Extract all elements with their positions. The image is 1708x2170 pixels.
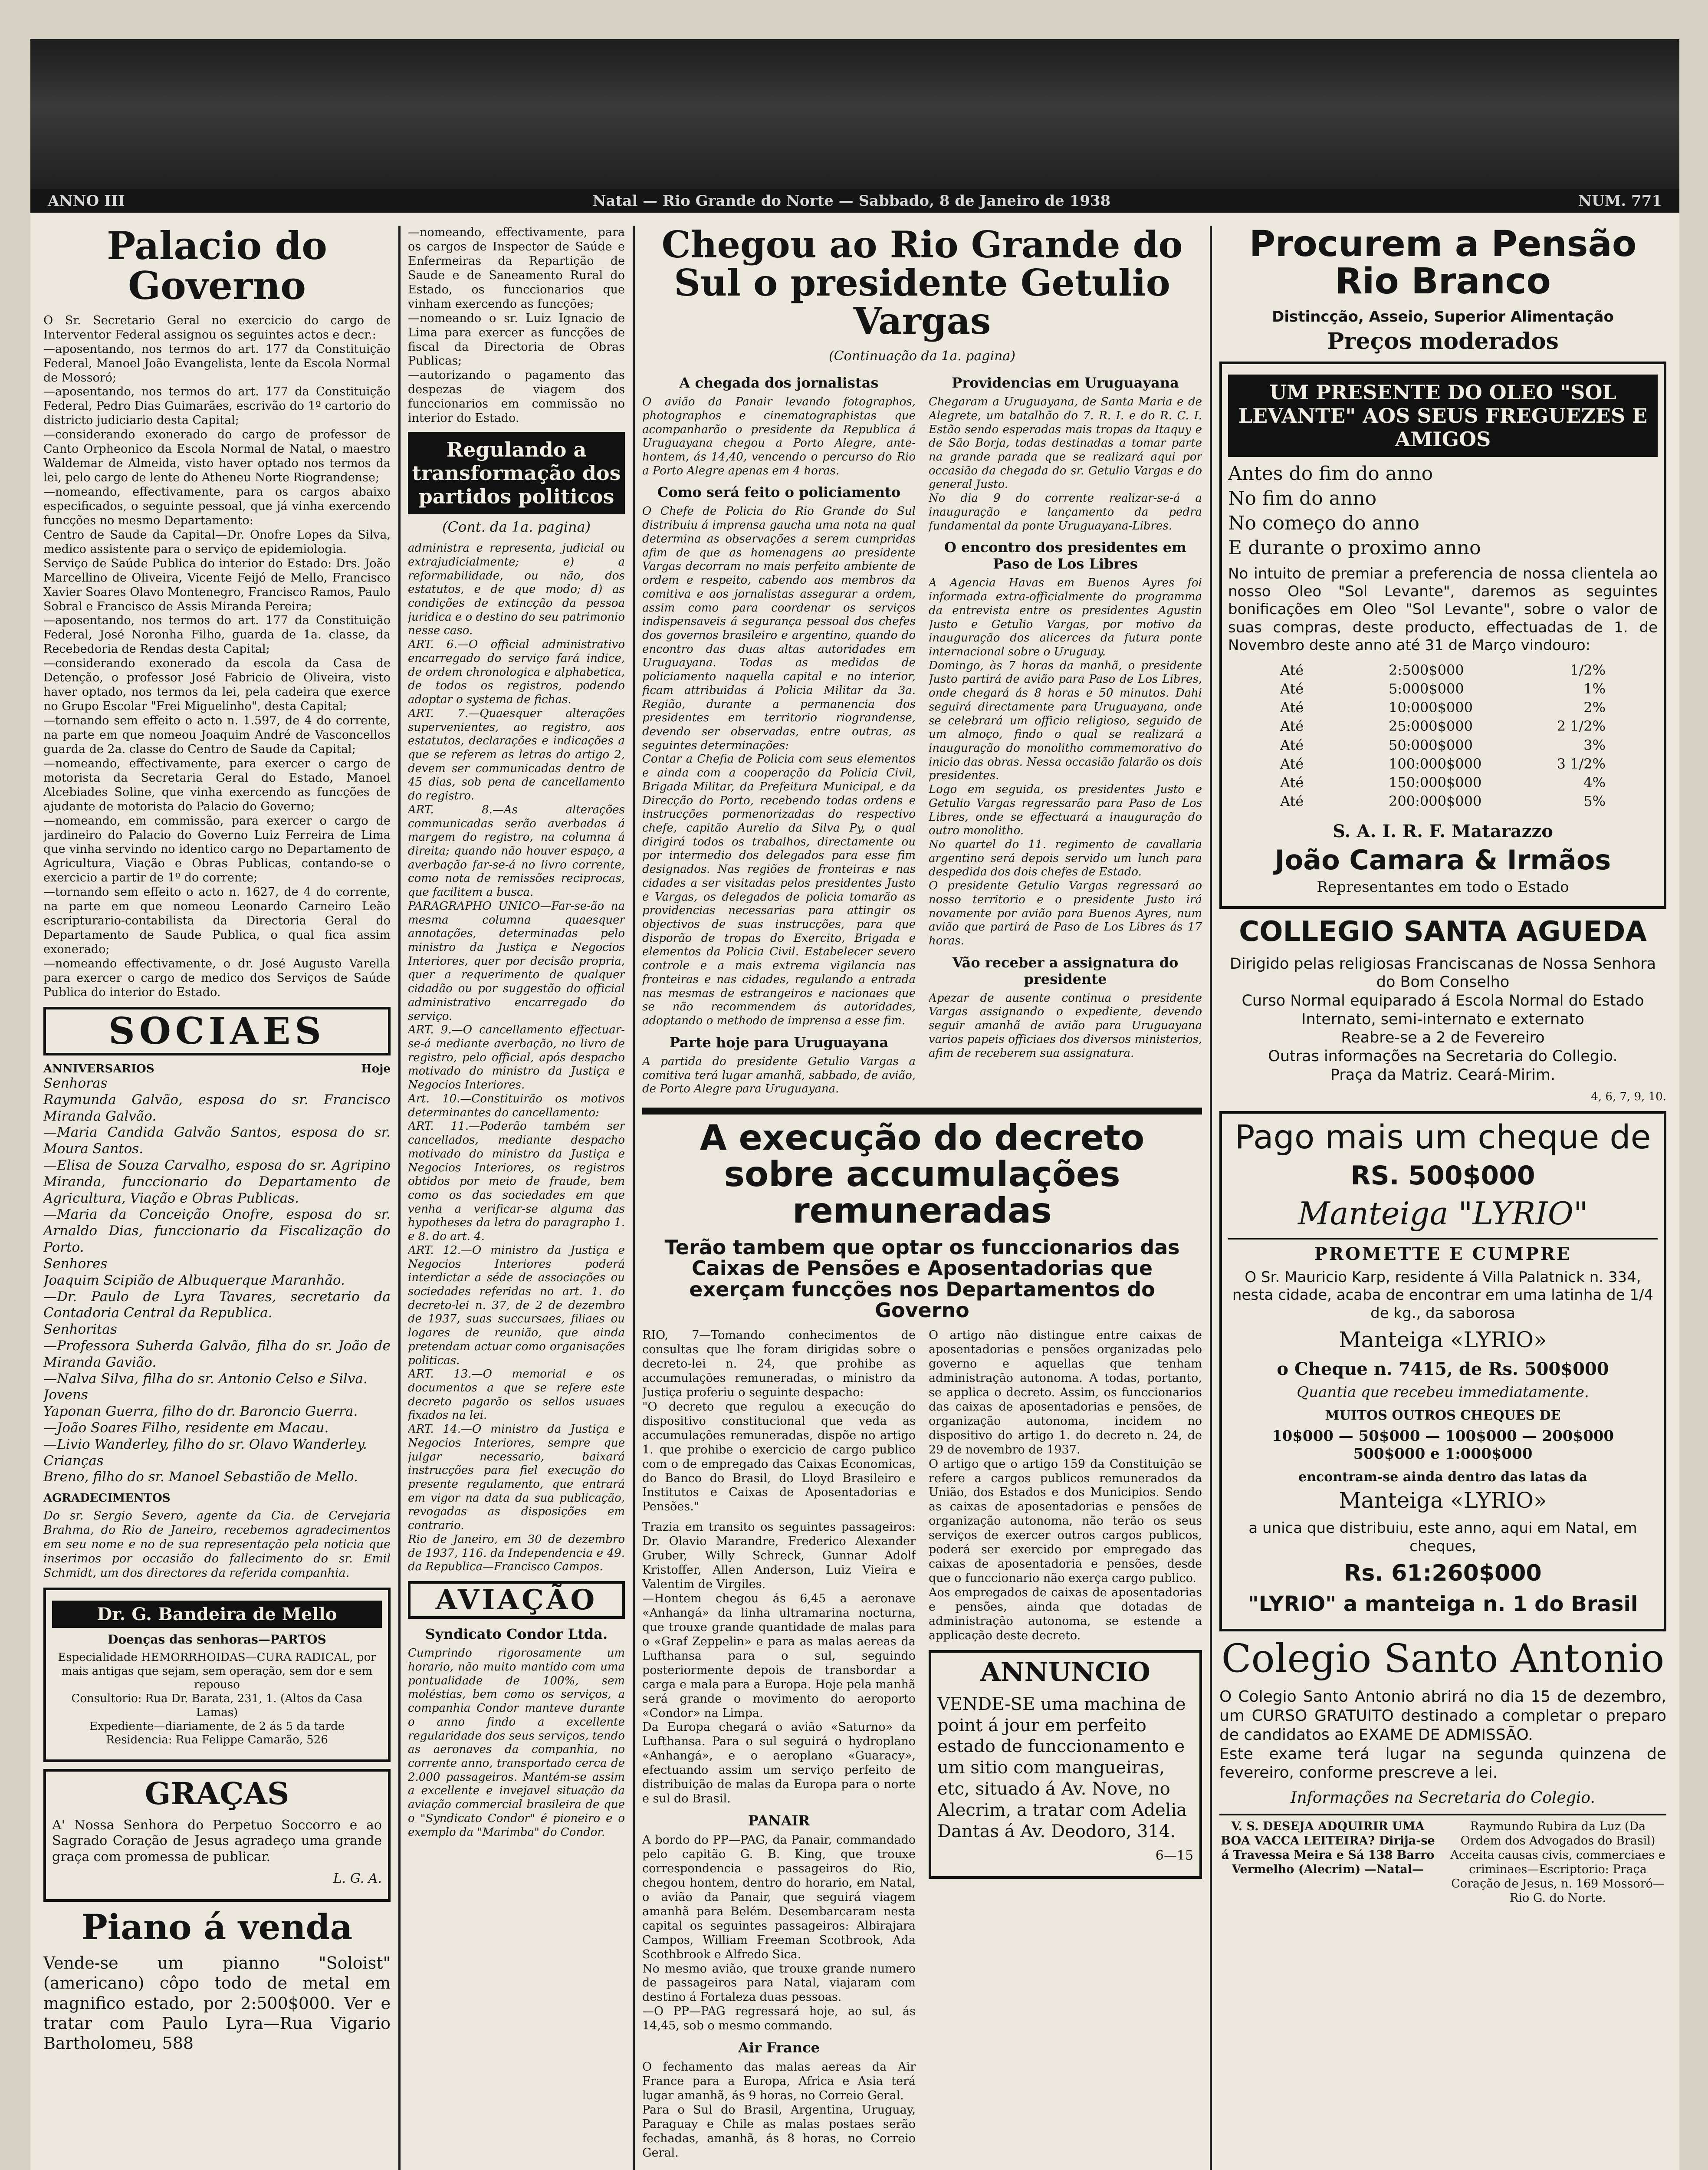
annuncio-date: 6—15: [1155, 1848, 1193, 1864]
getulio-t1: O avião da Panair levando fotographos, photographos e cinematographistas que acompanharão o presidente da Republica á Uruguayana chegou a Porto Alegre, ante-hontem, ás 14,40, vencendo o percurso do Rio a Porto Alegre apenas em 4 horas.: [642, 395, 916, 477]
oleo-title: UM PRESENTE DO OLEO "SOL LEVANTE" AOS SEUS FREGUEZES E AMIGOS: [1228, 375, 1658, 457]
decreto-subtitle: Terão tambem que optar os funccionarios das Caixas de Pensões e Aposentadorias que exerçam funcções nos Departamentos do Governo: [664, 1235, 1180, 1322]
regulando-cont: (Cont. da 1a. pagina): [442, 519, 591, 536]
oleo-row: Até 150:000$000 4%: [1280, 774, 1606, 791]
column-2: [408, 226, 625, 2170]
lyrio-t3: Quantia que recebeu immediatamente.: [1297, 1384, 1589, 1401]
lyrio-total: Rs. 61:260$000: [1344, 1560, 1542, 1587]
oleo-row: Até 5:000$000 1%: [1280, 681, 1606, 697]
oleo-line-1: Antes do fim do anno: [1228, 462, 1433, 485]
regulando-text: administra e representa, judicial ou extrajudicialmente; e) a reformabilidade, ou não, dos estatutos, e de que modo; d) as condições de extincção da pessoa juridica e o destino do seu patrimonio nesse caso. ART. 6.—O official administrativo encarregado do serviço fará indice, de ordem chronologica e alphabetica, de todos os registros, podendo adoptar o systema de fichas. ART. 7.—Quaesquer alterações supervenientes, ao registro, aos estatutos, declarações e indicações a que se referem as letras do artigo 2, devem ser communicadas dentro de 45 dias, sob pena de cancellamento do registro. ART. 8.—As alterações communicadas serão averbadas á margem do registro, na columna á direita; quando não houver espaço, a averbação far-se-á no livro corrente, como nota de remissões reciprocas, que facilitem a busca. PARAGRAPHO UNICO—Far-se-ão na mesma columna quaesquer annotações, determinadas pelo ministro da Justiça e Negocios Interiores, quer por decisão propria, quer a requerimento de qualquer cidadão ou por suggestão do official administrativo encarregado do serviço. ART. 9.—O cancellamento effectuar-se-á mediante averbação, no livro de registro, pelo official, após despacho motivado do ministro da Justiça e Negocios Interiores. Art. 10.—Constituirão os motivos determinantes do cancellamento: ART. 11.—Poderão também ser cancellados, mediante despacho motivado do ministro da Justiça e Negocios Interiores, os registros obtidos por meio de fraude, bem como os das sociedades em que venha a verificar-se alguma das hypotheses da letra do paragrapho 1. e 8. do art. 4. ART. 12.—O ministro da Justiça e Negocios Interiores poderá interdictar a séde de associações ou sociedades referidas no art. 1. do decreto-lei n. 37, de 2 de dezembro de 1937, suas succursaes, filiaes ou logares de reunião, que ainda pretendam actuar como organisações politicas. ART. 13.—O memorial e os documentos a que se refere este decreto pagarão os sellos usuaes fixados na lei. ART. 14.—O ministro da Justiça e Negocios Interiores, sempre que julgar necessario, baixará instrucções para fiel execução do presente regulamento, que entrará em vigor na data da sua publicação, revogadas as disposições em contrario. Rio de Janeiro, em 30 de dezembro de 1937, 116. da Independencia e 49. da Republica—Francisco Campos.: [408, 542, 625, 1574]
airfrance-text: O fechamento das malas aereas da Air France para a Europa, Africa e Asia terá lugar amanhã, ás 9 horas, no Correio Geral. Para o Sul do Brasil, Argentina, Uruguay, Paraguay e Chile as malas postaes serão fechadas, amanhã, ás 8 horas, no Correio Geral.: [642, 2060, 916, 2160]
palacio-title: Palacio do Governo: [107, 226, 327, 309]
oleo-row: Até 50:000$000 3%: [1280, 736, 1606, 753]
oleo-row: Até 2:500$000 1/2%: [1280, 661, 1606, 678]
pensao-title: Procurem a Pensão Rio Branco: [1249, 226, 1637, 302]
lyrio-found: encontram-se ainda dentro das latas da: [1298, 1469, 1587, 1485]
getulio-t4: Chegaram a Uruguayana, de Santa Maria e de Alegrete, um batalhão do 7. R. I. e do R. C. I. Estão sendo esperadas mais tropas da Itaquy e de São Borja, todas destinadas a tomar parte na grande parada que se realizará aqui por occasião da chegada do sr. Getulio Vargas e do general Justo. No dia 9 do corrente realizar-se-á a inauguração e lançamento da pedra fundamental da ponte Uruguayana-Libres.: [929, 395, 1202, 533]
decreto-left: [642, 1328, 916, 2167]
sociaes-header-row: [43, 1062, 391, 1075]
oleo-table: [1228, 661, 1658, 811]
agradecimentos-text: Do sr. Sergio Severo, agente da Cia. de Cervejaria Brahma, do Rio de Janeiro, recebemos agradecimentos em seu nome e no de sua representação pela noticia que inserimos por occasião do fallecimento do sr. Emil Schmidt, um dos directores da referida companhia.: [43, 1509, 391, 1580]
decreto-columns: [642, 1328, 1202, 2167]
annuncio-title: ANNUNCIO: [980, 1657, 1150, 1687]
doctor-text: Especialidade HEMORRHOIDAS—CURA RADICAL, por mais antigas que sejam, sem operação, sem dor e sem repouso Consultorio: Rua Dr. Barata, 231, 1. (Altos da Casa Lamas) Expediente—diariamente, de 2 ás 5 da tarde Residencia: Rua Felippe Camarão, 526: [58, 1651, 376, 1747]
decreto-right-text: O artigo não distingue entre caixas de aposentadorias e pensões organizadas pelo governo e aquellas que tenham administração autonoma. A todas, portanto, se applica o decreto. Assim, os funccionarios das caixas de aposentadorias e pensões, de organização autonoma, incidem no dispositivo do artigo 1. do decreto n. 24, de 29 de novembro de 1937. O artigo que o artigo 159 da Constituição se refere a cargos publicos remunerados da União, dos Estados e dos Municipios. Sendo as caixas de aposentadorias e pensões de organização autonoma, não terão os seus serviços de exercer outros cargos publicos, poderá ser exercido por empregado das caixas de aposentadoria e pensões, desde que o funccionario não exerça cargo publico. Aos empregados de caixas de aposentadorias e pensões, ainda que dotadas de administração autonoma, se estende a applicação deste decreto.: [929, 1328, 1202, 1642]
lyrio-slogan: "LYRIO" a manteiga n. 1 do Brasil: [1248, 1591, 1638, 1616]
aviacao-syndicate: Syndicato Condor Ltda.: [425, 1626, 608, 1643]
lyrio-brand2: Manteiga «LYRIO»: [1339, 1327, 1547, 1352]
oleo-row: Até 10:000$000 2%: [1280, 699, 1606, 716]
getulio-t5: A Agencia Havas em Buenos Ayres foi informada extra-officialmente do programma da entrevista entre os presidentes Agustin Justo e Getulio Vargas, por motivo da inauguração dos alicerces da futura ponte internacional sobre o Uruguay. Domingo, às 7 horas da manhã, o presidente Justo partirá de avião para Paso de Los Libres, onde chegará ás 8 horas e 50 minutos. Dahi seguirá directamente para Uruguayana, onde se celebrará um officio religioso, seguido de um almoço, findo o qual se realizará a inauguração do monolitho commemorativo do inicio das obras. Nessa occasião falarão os dois presidentes. Logo em seguida, os presidentes Justo e Getulio Vargas regressarão para Paso de Los Libres, onde se effectuará a inauguração do outro monolitho. No quartel do 11. regimento de cavallaria argentino será depois servido um lunch para despedida dos dois chefes de Estado. O presidente Getulio Vargas regressará ao nosso territorio e o presidente Justo irá novamente por avião para Buenos Ayres, num avião que partirá de Paso de Los Libres ás 17 horas.: [929, 576, 1202, 948]
oleo-row: Até 25:000$000 2 1/2%: [1280, 718, 1606, 735]
annuncio-box: [929, 1650, 1202, 1879]
agueda-title: COLLEGIO SANTA AGUEDA: [1239, 916, 1647, 948]
gracas-box: [43, 1769, 391, 1902]
column-rule: [633, 226, 635, 2170]
aviation-mid-text: Trazia em transito os seguintes passageiros: Dr. Olavio Marandre, Frederico Alexander Gruber, Willy Schreck, Gunnar Adolf Kristoffer, Allen Anderson, Luiz Vieira e Valentim de Virgiles. —Hontem chegou ás 6,45 a aeronave «Anhangá» da linha ultramarina nocturna, que trouxe grande quantidade de malas para o «Graf Zeppelin» e para as malas aereas da Lufthansa para o sul, seguindo posteriormente depois de transbordar a carga e mala para a Europa. Hoje pela manhã será grande o movimento do aeroporto «Condor» na Limpa. Da Europa chegará o avião «Saturno» da Lufthansa. Para o sul seguirá o hydroplano «Anhangá», e o aeroplano «Guaracy», efectuando assim um serviço perfeito de distribuição de malas da Europa para o norte e sul do Brasil.: [642, 1520, 916, 1806]
aviacao-text: Cumprindo rigorosamente um horario, não muito mantido com uma pontualidade de 100%, sem moléstias, bem como os serviços, a companhia Condor manteve durante o anno findo a excellente regularidade dos seus serviços, tendo as aeronaves da companhia, no corrente anno, transportado cerca de 2.000 passageiros. Mantém-se assim a excellente e invejavel situação da aviação commercial brasileira de que o "Syndicato Condor" é pioneiro e o exemplo da "Marimba" do Condor.: [408, 1647, 625, 1839]
getulio-h2: Como será feito o policiamento: [657, 484, 901, 501]
oleo-rep: Representantes em todo o Estado: [1317, 878, 1569, 896]
column-rule: [398, 226, 401, 2170]
gracas-sign: L. G. A.: [333, 1871, 382, 1887]
doctor-specialty: Doenças das senhoras—PARTOS: [108, 1632, 326, 1647]
column-rule: [1210, 226, 1212, 2170]
getulio-h6: Vão receber a assignatura do presidente: [952, 954, 1179, 987]
palacio-text: O Sr. Secretario Geral no exercicio do cargo de Interventor Federal assignou os seguintes actos e decr.: —aposentando, nos termos do art. 177 da Constituição Federal, Manoel João Evangelista, lente da Escola Normal de Mossoró; —aposentando, nos termos do art. 177 da Constituição Federal, Pedro Dias Guimarães, escrivão do 1º cartorio do districto judiciario desta Capital; —considerando exonerado do cargo de professor de Canto Orpheonico da Escola Normal de Natal, o maestro Waldemar de Almeida, visto haver optado nos termos da lei, pelo cargo de lente do Atheneu Norte Riograndense; —nomeando, effectivamente, para os cargos abaixo especificados, o seguinte pessoal, que já vinha exercendo funcções no mesmo Departamento: Centro de Saude da Capital—Dr. Onofre Lopes da Silva, medico assistente para o serviço de epidemiologia. Serviço de Saúde Publica do interior do Estado: Drs. João Marcellino de Oliveira, Vicente Feijó de Mello, Francisco Xavier Soares Olavo Montenegro, Francisco Ramos, Paulo Sobral e Francisco de Assis Miranda Pereira; —aposentando, nos termos do art. 177 da Constituição Federal, José Noronha Filho, guarda de 1a. classe, da Recebedoria de Rendas desta Capital; —considerando exonerado da escola da Casa de Detenção, o professor José Fabricio de Oliveira, visto haver optado, nos termos da lei, pela cadeira que exerce no Grupo Escolar "Frei Miguelinho", desta Capital; —tornando sem effeito o acto n. 1.597, de 4 do corrente, na parte em que nomeou Joaquim André de Vasconcellos guarda de 2a. classe do Centro de Saude da Capital; —nomeando, effectivamente, para exercer o cargo de motorista da Secretaria Geral do Estado, Manoel Alcebiades Soline, que vinha exercendo as funcções de ajudante de motorista do Palacio do Governo; —nomeando, em commissão, para exercer o cargo de jardineiro do Palacio do Governo Luiz Ferreira de Lima que vinha servindo no identico cargo no Departamento de Agricultura, Viação e Obras Publicas, contando-se o exercicio a partir de 1º do corrente; —tornando sem effeito o acto n. 1627, de 4 do corrente, na parte em que nomeou Leonardo Carneiro Leão escripturario-contabilista da Directoria Geral do Departamento de Saude Publica, o qual fica assim exonerado; —nomeando effectivamente, o dr. José Augusto Varella para exercer o cargo de medico dos Serviços de Saúde Publica do interior do Estado.: [43, 313, 391, 999]
issue-year: ANNO III: [48, 192, 125, 210]
lyrio-t2: o Cheque n. 7415, de Rs. 500$000: [1277, 1359, 1609, 1380]
doctor-ad: [43, 1588, 391, 1762]
getulio-left: [642, 370, 916, 1102]
oleo-line-2: No fim do anno: [1228, 487, 1377, 510]
lyrio-title: Pago mais um cheque de: [1235, 1118, 1651, 1157]
lyrio-brand: Manteiga "LYRIO": [1297, 1195, 1588, 1232]
airfrance-title: Air France: [738, 2039, 820, 2056]
panair-text: A bordo do PP—PAG, da Panair, commandado pelo capitão G. B. King, que trouxe correspondencia e passageiros do Rio, chegou hontem, dentro do horario, em Natal, o avião da Panair, que seguirá viagem amanhã para Belém. Desembarcaram nesta capital os seguintes passageiros: Albirajara Campos, William Freeman Scotbrook, Ada Scothbrook e Alfredo Sica. No mesmo avião, que trouxe grande numero de passageiros para Natal, viajaram com destino á Fortaleza duas pessoas. —O PP—PAG regressará hoje, ao sul, ás 14,45, sob o mesmo commando.: [642, 1833, 916, 2033]
decreto-title: A execução do decreto sobre accumulações remuneradas: [700, 1117, 1145, 1231]
getulio-cont: (Continuação da 1a. pagina): [829, 348, 1015, 364]
column-3: [642, 226, 1202, 2170]
oleo-ad: [1219, 362, 1666, 909]
hoje-label: Hoje: [361, 1062, 391, 1075]
panair-title: PANAIR: [748, 1812, 810, 1829]
pensao-prices: Preços moderados: [1327, 328, 1559, 355]
masthead-damaged: [30, 39, 1679, 189]
getulio-t2: O Chefe de Policia do Rio Grande do Sul distribuiu á imprensa gaucha uma nota na qual determina as observações a serem cumpridas afim de que as homenagens ao presidente Vargas decorram no mais perfeito ambiente de ordem e respeito, cabendo aos membros da comitiva e aos jornalistas assegurar a ordem, assim como para coordenar os serviços indispensaveis á segurança pessoal dos chefes dos governos brasileiro e argentino, quando do encontro das duas altas autoridades em Uruguayana. Todas as medidas de policiamento naquella capital e no interior, ficam attribuidas á Policia Militar da 3a. Região, durante a permanencia dos presidentes em territorio riograndense, devendo ser observadas, entre outras, as seguintes determinações: Contar a Chefia de Policia com seus elementos e ainda com a cooperação da Policia Civil, Brigada Militar, da Prefeitura Municipal, e da Direcção do Porto, recebendo todas ordens e instrucções pormenorizadas do respectivo chefe, capitão Aurelio da Silva Py, o qual dirigirá todos os trabalhos, directamente ou por intermedio dos delegados para esse fim designados. Nas regiões de fronteiras e nas cidades a ser visitadas pelos presidentes Justo e Vargas, os delegados de policia tomarão as providencias necessarias para attingir os objectivos de suas instrucções, para que disporão de tropas do Exercito, Brigada e elementos da Policia Civil. Estabelecer severo controle e a mais extrema vigilancia nas fronteiras e nas cidades, regulando a entrada nas mesmas de estrangeiros e nacionaes que se não recommendem ás autoridades, adoptando o methodo de imprensa a esse fim.: [642, 505, 916, 1028]
sociaes-text: Senhoras Raymunda Galvão, esposa do sr. Francisco Miranda Galvão. —Maria Candida Galvão Santos, esposa do sr. Moura Santos. —Elisa de Souza Carvalho, esposa do sr. Agripino Miranda, funccionario do Departamento de Agricultura, Viação e Obras Publicas. —Maria da Conceição Onofre, esposa do sr. Arnaldo Dias, funccionario da Fiscalização do Porto. Senhores Joaquim Scipião de Albuquerque Maranhão. —Dr. Paulo de Lyra Tavares, secretario da Contadoria Central da Republica. Senhoritas —Professora Suherda Galvão, filha do sr. João de Miranda Gavião. —Nalva Silva, filha do sr. Antonio Celso e Silva. Jovens Yaponan Guerra, filho do dr. Baroncio Guerra. —João Soares Filho, residente em Macau. —Livio Wanderley, filho do sr. Olavo Wanderley. Crianças Breno, filho do sr. Manoel Sebastião de Mello.: [43, 1075, 391, 1485]
sociaes-title: SOCIAES: [108, 1009, 325, 1052]
santo-antonio-info: Informações na Secretaria do Colegio.: [1291, 1789, 1595, 1807]
getulio-h3: Parte hoje para Uruguayana: [669, 1034, 889, 1051]
classifieds: [1219, 1814, 1666, 1912]
lyrio-promo: PROMETTE E CUMPRE: [1228, 1238, 1658, 1264]
newspaper-page: [30, 39, 1679, 2170]
getulio-h5: O encontro dos presidentes em Paso de Los Libres: [944, 539, 1186, 572]
getulio-columns: [642, 370, 1202, 1102]
oleo-row: Até 100:000$000 3 1/2%: [1280, 755, 1606, 772]
getulio-h4: Providencias em Uruguayana: [952, 375, 1179, 391]
decreto-left-text: RIO, 7—Tomando conhecimentos de consultas que lhe foram dirigidas sobre o decreto-lei n. 24, que prohibe as accumulações remuneradas, o ministro da Justiça proferiu o seguinte despacho: "O decreto que regulou a execução do dispositivo constitucional que veda as accumulações remuneradas, dispõe no artigo 1. que prohibe o exercicio de cargo publico com o de empregado das Caixas Economicas, do Banco do Brasil, do Lloyd Brasileiro e Institutos e Caixas de Aposentadorias e Pensões.": [642, 1328, 916, 1514]
column-1: [43, 226, 391, 2170]
oleo-lines: [1228, 461, 1658, 561]
aniversarios-label: ANNIVERSARIOS: [43, 1062, 154, 1075]
agradecimentos-title: AGRADECIMENTOS: [43, 1492, 171, 1505]
lyrio-amount: RS. 500$000: [1350, 1160, 1535, 1191]
lyrio-t1: O Sr. Mauricio Karp, residente á Villa Palatnick n. 334, nesta cidade, acaba de encontrar em uma latinha de 1/4 de kg., da saborosa: [1232, 1268, 1654, 1322]
column-4: [1219, 226, 1666, 2170]
lyrio-ad: [1219, 1111, 1666, 1631]
decreto-right: [929, 1328, 1202, 2167]
pensao-line: Distincção, Asseio, Superior Alimentação: [1272, 308, 1614, 326]
gracas-title: GRAÇAS: [145, 1775, 289, 1812]
doctor-name: Dr. G. Bandeira de Mello: [52, 1601, 382, 1628]
issue-date: Natal — Rio Grande do Norte — Sabbado, 8 de Janeiro de 1938: [592, 192, 1111, 210]
getulio-t6: Apezar de ausente continua o presidente Vargas assignando o expediente, devendo seguir amanhã de avião para Uruguayana varios papeis officiaes dos diversos ministerios, afim de receberem sua assignatura.: [929, 991, 1202, 1060]
piano-text: Vende-se um pianno "Soloist" (americano) côpo todo de metal em magnifico estado, por 2:500$000. Ver e tratar com Paulo Lyra—Rua Vigario Bartholomeu, 588: [43, 1953, 391, 2053]
sociaes-box: [43, 1007, 391, 1055]
oleo-line-4: E durante o proximo anno: [1228, 537, 1481, 559]
divider-bar: [642, 1108, 1202, 1115]
classified-vacca: V. S. DESEJA ADQUIRIR UMA BOA VACCA LEITEIRA? Dirija-se á Travessa Meira e Sá 138 Barro Vermelho (Alecrim) —Natal—: [1221, 1820, 1435, 1877]
getulio-t3: A partida do presidente Getulio Vargas a comitiva terá lugar amanhã, sabbado, de avião, de Porto Alegre para Uruguayana.: [642, 1055, 916, 1096]
annuncio-text: VENDE-SE uma machina de point á jour em perfeito estado de funccionamento e um sitio com mangueiras, etc, situado á Av. Nove, no Alecrim, a tratar com Adelia Dantas á Av. Deodoro, 314.: [937, 1694, 1187, 1841]
date-strip: [30, 189, 1679, 213]
oleo-text: No intuito de premiar a preferencia de nossa clientela ao nosso Oleo "Sol Levante", daremos as seguintes bonificações em Oleo "Sol Levante", sobre o valor de suas compras, deste producto, effectuadas de 1. de Novembro deste anno até 31 de Março vindouro:: [1228, 565, 1658, 654]
agueda-dates: 4, 6, 7, 9, 10.: [1591, 1090, 1666, 1104]
classified-advogado: Raymundo Rubira da Luz (Da Ordem dos Advogados do Brasil) Acceita causas civis, commerciaes e criminaes—Escriptorio: Praça Coração de Jesus, n. 169 Mossoró—Rio G. do Norte.: [1450, 1820, 1665, 1905]
agueda-text: Dirigido pelas religiosas Franciscanas de Nossa Senhora do Bom Conselho Curso Normal equiparado á Escola Normal do Estado Internato, semi-internato e externato Reabre-se a 2 de Fevereiro Outras informações na Secretaria do Collegio. Praça da Matriz. Ceará-Mirim.: [1229, 955, 1656, 1084]
oleo-agents: João Camara & Irmãos: [1274, 844, 1611, 876]
lyrio-values: 10$000 — 50$000 — 100$000 — 200$000 500$000 e 1:000$000: [1271, 1427, 1614, 1463]
oleo-row: Até 200:000$000 5%: [1280, 793, 1606, 810]
gracas-text: A' Nossa Senhora do Perpetuo Soccorro e ao Sagrado Coração de Jesus agradeço uma grande graça com promessa de publicar.: [52, 1817, 382, 1864]
getulio-title: Chegou ao Rio Grande do Sul o presidente Getulio Vargas: [661, 226, 1183, 343]
lyrio-brand3: Manteiga «LYRIO»: [1339, 1487, 1547, 1513]
lyrio-h: MUITOS OUTROS CHEQUES DE: [1325, 1407, 1561, 1423]
aviacao-title: AVIAÇÃO: [435, 1584, 598, 1617]
piano-title: Piano á venda: [81, 1906, 353, 1947]
oleo-company: S. A. I. R. F. Matarazzo: [1333, 821, 1553, 842]
santo-antonio-text: O Colegio Santo Antonio abrirá no dia 15 de dezembro, um CURSO GRATUITO destinado a completar o preparo de candidatos ao EXAME DE ADMISSÃO. Este exame terá lugar na segunda quinzena de fevereiro, conforme prescreve a lei.: [1219, 1687, 1666, 1782]
oleo-line-3: No começo do anno: [1228, 512, 1420, 535]
lyrio-t4: a unica que distribuiu, este anno, aqui em Natal, em cheques,: [1248, 1519, 1637, 1555]
col2-top-text: —nomeando, effectivamente, para os cargos de Inspector de Saúde e Enfermeiras da Repartição de Saude e de Saneamento Rural do Estado, os funccionarios que vinham exercendo as funcções; —nomeando o sr. Luiz Ignacio de Lima para exercer as funcções de fiscal da Directoria de Obras Publicas; —autorizando o pagamento das despezas de viagem dos funccionarios em commissão no interior do Estado.: [408, 226, 625, 425]
getulio-right: [929, 370, 1202, 1102]
regulando-title: Regulando a transformação dos partidos politicos: [408, 432, 625, 514]
aviacao-box: [408, 1581, 625, 1619]
getulio-h1: A chegada dos jornalistas: [679, 375, 879, 391]
santo-antonio-title: Colegio Santo Antonio: [1221, 1636, 1665, 1682]
issue-number: NUM. 771: [1578, 192, 1662, 210]
